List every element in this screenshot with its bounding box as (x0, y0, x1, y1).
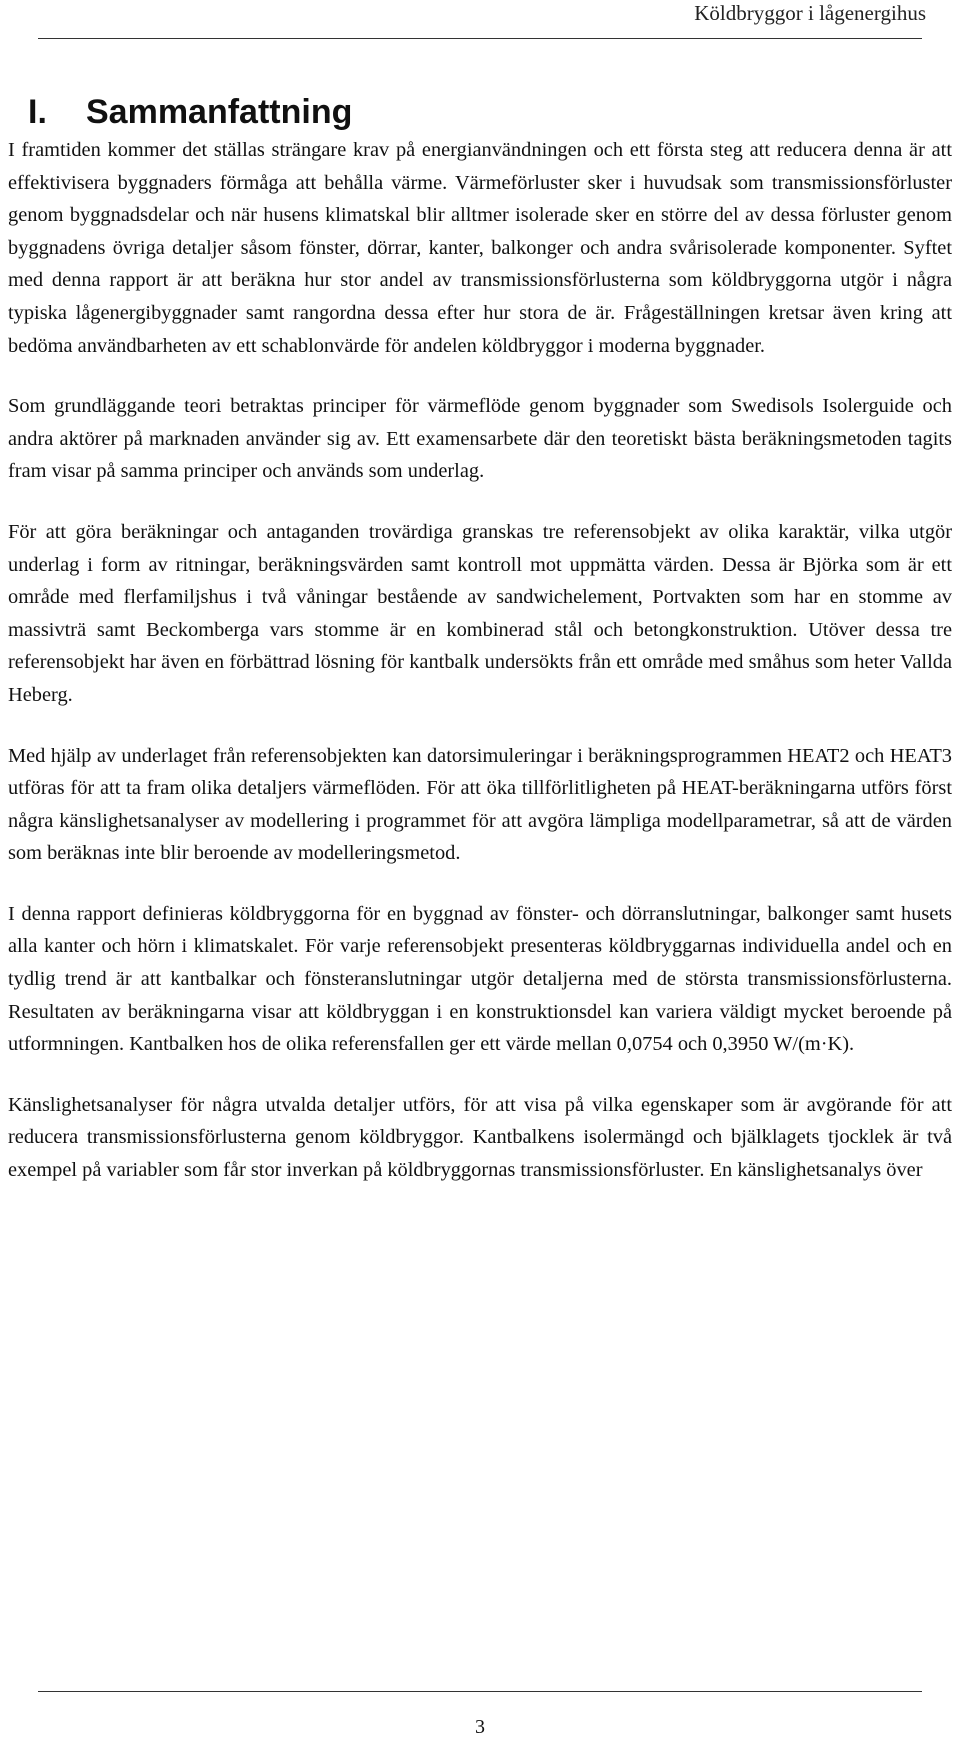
paragraph-1: I framtiden kommer det ställas strängare krav på energianvändningen och ett första steg att reducera denna är att effektivisera byggnaders förmåga att behålla värme. Värmeförluster sker i huvudsak som transmissionsförluster genom byggnadsdelar och när husens klimatskal blir alltmer isolerade sker en större del av dessa förluster genom byggnadens övriga detaljer såsom fönster, dörrar, kanter, balkonger och andra svårisolerade komponenter. Syftet med denna rapport är att beräkna hur stor andel av transmissionsförlusterna som köldbryggorna utgör i några typiska lågenergibyggnader samt rangordna dessa efter hur stora de är. Frågeställningen kretsar även kring att bedöma användbarheten av ett schablonvärde för andelen köldbryggor i moderna byggnader. (8, 139, 952, 357)
paragraph-2: Som grundläggande teori betraktas principer för värmeflöde genom byggnader som Swedisols Isolerguide och andra aktörer på marknaden använder sig av. Ett examensarbete där den teoretiskt bästa beräkningsmetoden tagits fram visar på samma principer och används som underlag. (8, 395, 952, 483)
header-divider (38, 38, 922, 39)
running-header: Köldbryggor i lågenergihus (694, 1, 926, 25)
paragraph-4: Med hjälp av underlaget från referensobjekten kan datorsimuleringar i beräkningsprogrammen HEAT2 och HEAT3 utföras för att ta fram olika detaljers värmeflöden. För att öka tillförlitligheten på HEAT-beräkningarna utförs först några känslighetsanalyser av modellering i programmet för att avgöra lämpliga modellparametrar, så att de värden som beräknas inte blir beroende av modelleringsmetod. (8, 744, 952, 865)
footer-divider (38, 1691, 922, 1692)
page-number: 3 (475, 1716, 485, 1738)
section-title: Sammanfattning (86, 93, 353, 131)
section-number: I. (28, 93, 47, 131)
paragraph-6: Känslighetsanalyser för några utvalda detaljer utförs, för att visa på vilka egenskaper som är avgörande för att reducera transmissionsförlusterna genom köldbryggor. Kantbalkens isolermängd och bjälklagets tjocklek är två exempel på variabler som får stor inverkan på köldbryggornas transmissionsförluster. En känslighetsanalys över (8, 1093, 952, 1182)
page-body (8, 92, 952, 1215)
section-heading (28, 92, 952, 132)
paragraph-3: För att göra beräkningar och antaganden trovärdiga granskas tre referensobjekt av olika karaktär, vilka utgör underlag i form av ritningar, beräkningsvärden samt kontroll mot uppmätta värden. Dessa är Björka som är ett område med flerfamiljshus i två våningar bestående av sandwichelement, Portvakten som har en stomme av massivträ samt Beckomberga vars stomme är en kombinerad stål och betongkonstruktion. Utöver dessa tre referensobjekt har även en förbättrad lösning för kantbalk undersökts från ett område med småhus som heter Vallda Heberg. (8, 520, 952, 706)
paragraph-5: I denna rapport definieras köldbryggorna för en byggnad av fönster- och dörranslutningar, balkonger samt husets alla kanter och hörn i klimatskalet. För varje referensobjekt presenteras köldbryggarnas individuella andel och en tydlig trend är att kantbalkar och fönsteranslutningar utgör detaljerna med de största transmissionsförlusterna. Resultaten av beräkningarna visar att köldbryggan i en konstruktionsdel kan variera väldigt mycket beroende på utformningen. Kantbalken hos de olika referensfallen ger ett värde mellan 0,0754 och 0,3950 W/(m·K). (8, 902, 952, 1056)
